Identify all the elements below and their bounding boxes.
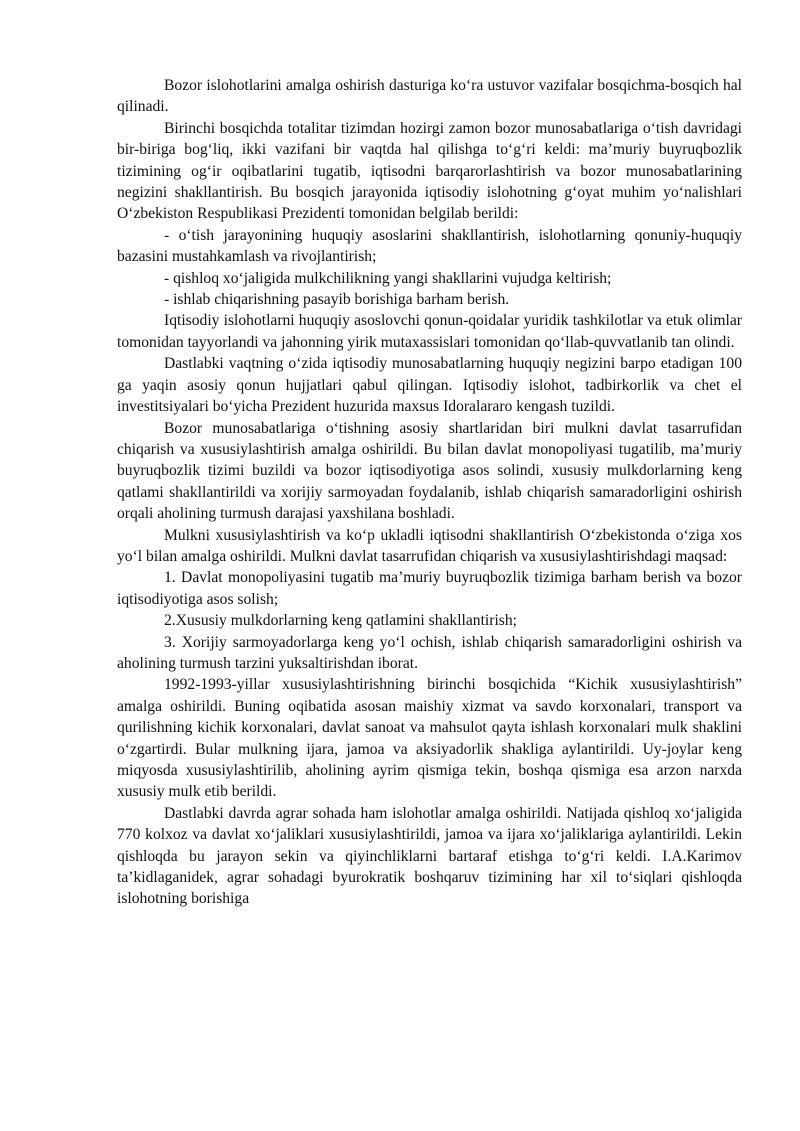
- paragraph-10: 1. Davlat monopoliyasini tugatib ma’muriy buyruqbozlik tizimiga barham berish va bozor iqtisodiyotiga asos solish;: [117, 569, 742, 608]
- paragraph-1: Bozor islohotlarini amalga oshirish dasturiga ko‘ra ustuvor vazifalar bosqichma-bosqich hal qilinadi.: [117, 77, 742, 116]
- paragraph-12: 3. Xorijiy sarmoyadorlarga keng yo‘l ochish, ishlab chiqarish samaradorligini oshirish va aholining turmush tarzini yuksaltirishdan iborat.: [117, 633, 742, 672]
- paragraph-3: - o‘tish jarayonining huquqiy asoslarini shakllantirish, islohotlarning qonuniy-huquqiy bazasini mustahkamlash va rivojlantirish;: [117, 226, 742, 266]
- paragraph-4: - qishloq xo‘jaligida mulkchilikning yangi shakllarini vujudga keltirish;: [164, 269, 612, 287]
- paragraph-11: 2.Xususiy mulkdorlarning keng qatlamini shakllantirish;: [164, 612, 517, 630]
- paragraph-2: Birinchi bosqichda totalitar tizimdan hozirgi zamon bozor munosabatlariga o‘tish davridagi bir-biriga bog‘liq, ikki vazifani bir vaqtda hal qilishga to‘g‘ri keldi: ma’muriy buyruqbozlik tizimining og‘ir oqibatlarini tugatib, iqtisodni barqarorlashtirish va bozor munosabatlarining negizini shakllantirish. Bu bosqich jarayonida iqtisodiy islohotning g‘oyat muhim yo‘nalishlari O‘zbekiston Respublikasi Prezidenti tomonidan belgilab berildi:: [117, 119, 742, 223]
- paragraph-5: - ishlab chiqarishning pasayib borishiga barham berish.: [164, 291, 510, 309]
- paragraph-7: Dastlabki vaqtning o‘zida iqtisodiy munosabatlarning huquqiy negizini barpo etadigan 100 ga yaqin asosiy qonun hujjatlari qabul qilingan. Iqtisodiy islohot, tadbirkorlik va chet el investitsiyalari bo‘yicha Prezident huzurida maxsus Idoralararo kengash tuzildi.: [117, 355, 742, 416]
- paragraph-14: Dastlabki davrda agrar sohada ham islohotlar amalga oshirildi. Natijada qishloq xo‘jaligida 770 kolxoz va davlat xo‘jaliklari xususiylashtirildi, jamoa va ijara xo‘jaliklariga aylantirildi. Lekin qishloqda bu jarayon sekin va qiyinchliklarni bartaraf etishga to‘g‘ri keldi. I.A.Karimov ta’kidlaganidek, agrar sohadagi byurokratik boshqaruv tizimining har xil to‘siqlari qishloqda islohotning borishiga: [117, 804, 742, 908]
- paragraph-9: Mulkni xususiylashtirish va ko‘p ukladli iqtisodni shakllantirish O‘zbekistonda o‘ziga xos yo‘l bilan amalga oshirildi. Mulkni davlat tasarrufidan chiqarish va xususiylashtirishdagi maqsad:: [117, 526, 742, 565]
- paragraph-13: 1992-1993-yillar xususiylashtirishning birinchi bosqichida “Kichik xususiylashtirish” amalga oshirildi. Buning oqibatida asosan maishiy xizmat va savdo korxonalari, transport va qurilishning kichik korxonalari, davlat sanoat va mahsulot qayta ishlash korxonalari mulk shaklini o‘zgartirdi. Bular mulkning ijara, jamoa va aksiyadorlik shakliga aylantirildi. Uy-joylar keng miqyosda xususiylashtirilib, aholining ayrim qismiga tekin, boshqa qismiga esa arzon narxda xususiy mulk etib berildi.: [117, 676, 742, 801]
- paragraph-8: Bozor munosabatlariga o‘tishning asosiy shartlaridan biri mulkni davlat tasarrufidan chiqarish va xususiylashtirish amalga oshirildi. Bu bilan davlat monopoliyasi tugatilib, ma’muriy buyruqbozlik tizimi buzildi va bozor iqtisodiyotiga asos solindi, xususiy mulkdorlarning keng qatlami shakllantirildi va xorijiy sarmoyadan foydalanib, ishlab chiqarish samaradorligini oshirish orqali aholining turmush darajasi yaxshilana boshladi.: [117, 419, 742, 523]
- document-page: [117, 75, 742, 910]
- paragraph-6: Iqtisodiy islohotlarni huquqiy asoslovchi qonun-qoidalar yuridik tashkilotlar va etuk olimlar tomonidan tayyorlandi va jahonning yirik mutaxassislari tomonidan qo‘llab-quvvatlanib tan olindi.: [117, 312, 742, 351]
